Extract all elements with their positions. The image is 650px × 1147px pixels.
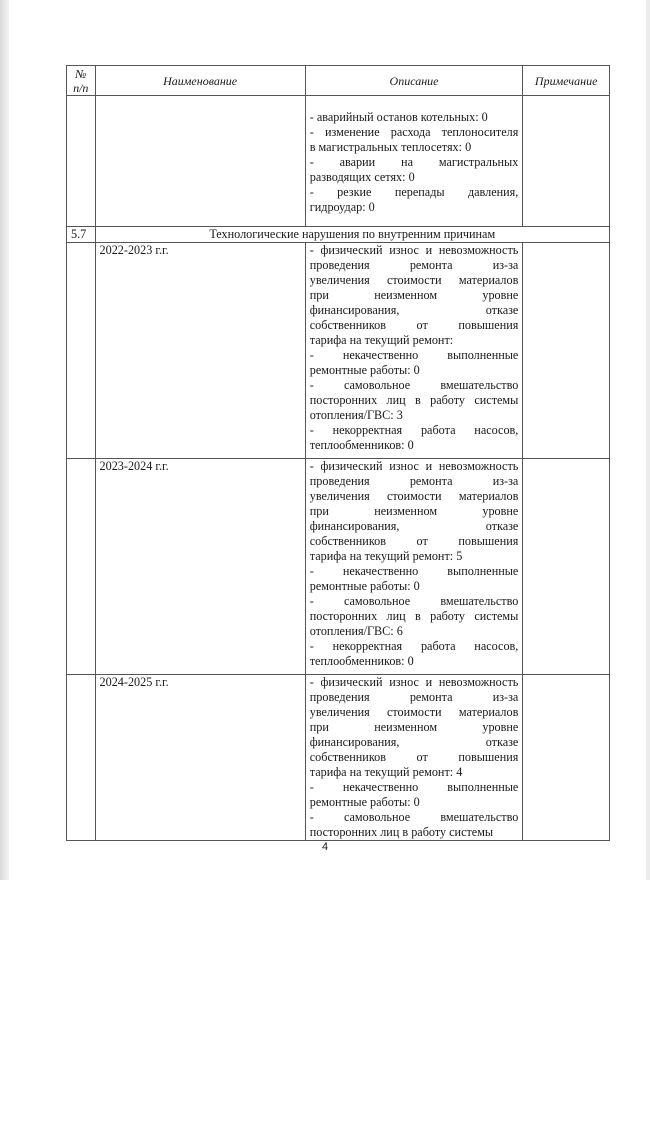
desc-line: - самовольное вмешательство: [309, 378, 519, 392]
period-name: 2024-2025 г.г.: [95, 675, 305, 841]
desc-lines: [310, 459, 519, 669]
desc-line: при неизменном уровне: [309, 720, 519, 734]
table-row: [67, 459, 610, 675]
cell-desc: [305, 459, 523, 675]
table-row: [67, 675, 610, 841]
section-row: [67, 227, 610, 243]
period-name: 2022-2023 г.г.: [95, 243, 305, 459]
desc-line: при неизменном уровне: [309, 504, 519, 518]
header-desc: Описание: [305, 66, 523, 96]
desc-line: посторонних лиц в работу системы: [309, 393, 519, 407]
desc-line: - некачественно выполненные: [309, 780, 519, 794]
desc-line: - аварии на магистральных: [309, 155, 519, 169]
period-name: 2023-2024 г.г.: [95, 459, 305, 675]
desc-lines: [310, 675, 519, 840]
page-number: 4: [321, 841, 329, 853]
desc-line: - самовольное вмешательство: [309, 594, 519, 608]
header-note: Примечание: [523, 66, 610, 96]
cell-note: [523, 675, 610, 841]
cell-num: [67, 675, 96, 841]
section-title: Технологические нарушения по внутренним причинам: [95, 227, 609, 243]
desc-line: - некорректная работа насосов,: [309, 639, 519, 653]
desc-line: увеличения стоимости материалов: [309, 273, 519, 287]
desc-line: финансирования, отказе: [309, 303, 519, 317]
desc-line: теплообменников: 0: [309, 654, 414, 668]
desc-line: - аварийный останов котельных: 0: [309, 110, 488, 124]
desc-line: в магистральных теплосетях: 0: [309, 140, 472, 154]
desc-line: при неизменном уровне: [309, 288, 519, 302]
scan-edge-right: [646, 0, 650, 880]
desc-line: проведения ремонта из-за: [309, 474, 519, 488]
desc-line: - физический износ и невозможность: [309, 243, 519, 257]
desc-line: посторонних лиц в работу системы: [309, 609, 519, 623]
desc-line: - резкие перепады давления,: [309, 185, 519, 199]
desc-line: разводящих сетях: 0: [309, 170, 415, 184]
desc-lines: [310, 110, 519, 215]
desc-line: ремонтные работы: 0: [309, 579, 420, 593]
section-num: 5.7: [67, 227, 96, 243]
cell-name: [95, 96, 305, 227]
desc-line: собственников от повышения: [309, 750, 519, 764]
desc-line: - некачественно выполненные: [309, 348, 519, 362]
cell-note: [523, 459, 610, 675]
table-row-continued: [67, 96, 610, 227]
desc-line: проведения ремонта из-за: [309, 258, 519, 272]
header-num: № п/п: [67, 66, 96, 96]
desc-line: финансирования, отказе: [309, 519, 519, 533]
desc-line: - некорректная работа насосов,: [309, 423, 519, 437]
desc-line: отопления/ГВС: 6: [309, 624, 403, 638]
cell-desc: [305, 96, 523, 227]
cell-num: [67, 243, 96, 459]
cell-num: [67, 96, 96, 227]
desc-line: - некачественно выполненные: [309, 564, 519, 578]
cell-num: [67, 459, 96, 675]
desc-line: гидроудар: 0: [309, 200, 375, 214]
cell-desc: [305, 243, 523, 459]
desc-line: проведения ремонта из-за: [309, 690, 519, 704]
scan-edge-left: [0, 0, 9, 880]
table-row: [67, 243, 610, 459]
desc-line: - изменение расхода теплоносителя: [309, 125, 519, 139]
desc-line: финансирования, отказе: [309, 735, 519, 749]
desc-line: тарифа на текущий ремонт:: [309, 333, 454, 347]
desc-lines: [310, 243, 519, 453]
desc-line: тарифа на текущий ремонт: 4: [309, 765, 463, 779]
desc-line: - физический износ и невозможность: [309, 675, 519, 689]
incidents-table: [66, 65, 610, 841]
desc-line: ремонтные работы: 0: [309, 795, 420, 809]
desc-line: увеличения стоимости материалов: [309, 489, 519, 503]
table-header-row: [67, 66, 610, 96]
desc-line: тарифа на текущий ремонт: 5: [309, 549, 463, 563]
desc-line: - физический износ и невозможность: [309, 459, 519, 473]
desc-line: собственников от повышения: [309, 534, 519, 548]
cell-desc: [305, 675, 523, 841]
cell-note: [523, 96, 610, 227]
desc-line: - самовольное вмешательство: [309, 810, 519, 824]
header-name: Наименование: [95, 66, 305, 96]
desc-line: увеличения стоимости материалов: [309, 705, 519, 719]
desc-line: теплообменников: 0: [309, 438, 414, 452]
desc-line: ремонтные работы: 0: [309, 363, 420, 377]
cell-note: [523, 243, 610, 459]
desc-line: собственников от повышения: [309, 318, 519, 332]
desc-line: посторонних лиц в работу системы: [309, 825, 494, 839]
desc-line: отопления/ГВС: 3: [309, 408, 403, 422]
